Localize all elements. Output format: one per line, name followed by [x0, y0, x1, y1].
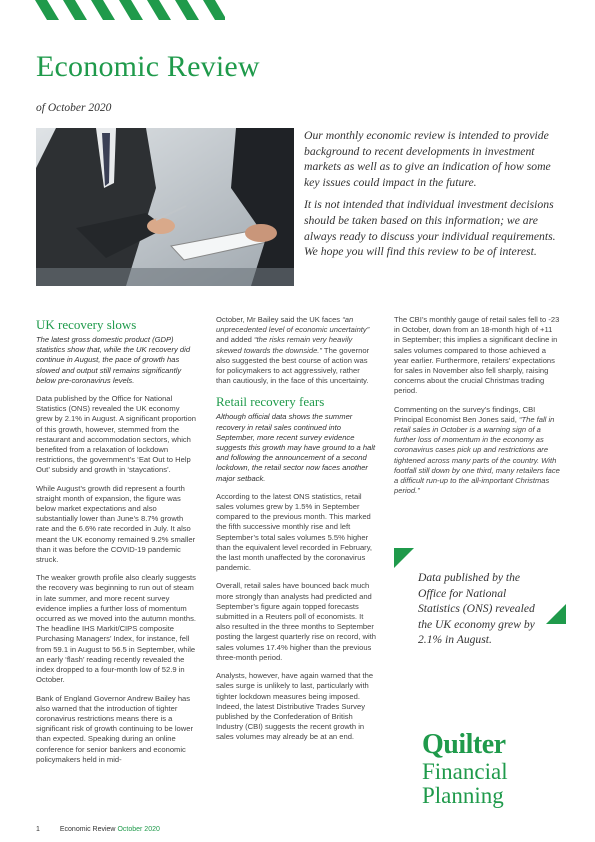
column-2: [216, 315, 376, 751]
body-paragraph: [394, 405, 560, 497]
body-paragraph: [216, 315, 376, 386]
text-run: October, Mr Bailey said the UK faces: [216, 315, 343, 324]
body-paragraph: The CBI’s monthly gauge of retail sales fell to -23 in October, down from an 18-month high of +11 in September; this implies a significant decline in sales volumes compared to those achieved a year earlier. Furthermore, retailers’ expectations for sales in November also fell sharply, raising concerns about the crucial Christmas trading period.: [394, 315, 560, 396]
page-subtitle: of October 2020: [36, 102, 112, 114]
footer-title: Economic Review: [59, 826, 116, 833]
quote: “The fall in retail sales in October is a warning sign of a further loss of momentum in the economy as coronavirus cases pick up and restrictions are tightened across many parts of the country. With footfall still down by one third, many retailers face a difficult run-up to the all-important Christmas period.”: [394, 414, 560, 496]
body-paragraph: Overall, retail sales have bounced back much more strongly than analysts had predicted and September’s figure again topped forecasts submitted in a Reuters poll of economists. It also resulted in the three months to September posting the largest quarterly rise on record, with sales volumes 17.4% higher than the previous three-month period.: [216, 581, 376, 662]
body-paragraph: According to the latest ONS statistics, retail sales volumes grew by 1.5% in September compared to the previous month. This marked the fifth successive monthly rise and left September’s total sales volumes 5.5% higher than the equivalent level recorded in February, the last month unaffected by the coronavirus pandemic.: [216, 491, 373, 573]
section-lead: Although official data shows the summer recovery in retail sales continued into September, more recent survey evidence suggests this growth may have ground to a halt and following the announcement of a second lockdown, the retail sector now faces another major setback.: [216, 412, 376, 483]
body-paragraph: The weaker growth profile also clearly suggests the recovery was beginning to run out of steam in late summer, and more recent survey evidence implies a further loss of momentum occurred as we moved into the autumn months. The headline IHS Markit/CIPS composite Purchasing Managers’ Index, for instance, fell from 59.1 in August to 56.5 in September, while an early ‘flash’ reading recently revealed the index dropped to a four-month low of 52.9 in October.: [36, 573, 196, 685]
section-heading-uk: UK recovery slows: [36, 317, 137, 332]
text-run: Commenting on the survey’s findings, CBI Principal Economist Ben Jones said,: [394, 404, 536, 424]
text-run: The governor also suggested the best course of action was for policymakers to act aggressively, rather than cautiously, in the face of this uncertainty.: [216, 345, 370, 386]
header-stripes: [35, 0, 225, 20]
logo-line: Planning: [422, 783, 504, 808]
logo-line: Quilter: [422, 729, 506, 760]
quote: “an unprecedented level of economic uncertainty”: [216, 315, 370, 335]
section-lead: The latest gross domestic product (GDP) statistics show that, while the UK recovery did continue in August, the pace of growth has slowed and output still remains significantly below pre-coronavirus levels.: [36, 335, 191, 385]
intro-text: [304, 128, 562, 267]
callout-quote: Data published by the Office for National Statistics (ONS) revealed the UK economy grew by 2.1% in August.: [418, 571, 535, 647]
body-paragraph: While August’s growth did represent a fourth straight month of expansion, the figure was below market expectations and also substantially lower than June’s 8.7% growth rate and the 6.6% rate recorded in July. It also meant the UK economy remained 9.2% smaller than it was before the COVID-19 pandemic struck.: [36, 483, 196, 565]
business-meeting-photo: [36, 128, 294, 286]
intro-paragraph: Our monthly economic review is intended to provide background to recent developments in investment markets as well as to give an indication of how some key issues could impact in the future.: [304, 129, 551, 189]
body-paragraph: Data published by the Office for National Statistics (ONS) revealed the UK economy grew by 2.1% in August. A significant proportion of this growth, however, stemmed from the restaurant and accommodation sectors, which benefited from a relaxation of lockdown restrictions, the government’s ‘Eat Out to Help Out’ subsidy and growth in ‘staycations’.: [36, 394, 196, 475]
page-title: Economic Review: [36, 50, 260, 83]
corner-triangle-icon: [394, 548, 414, 568]
section-heading-retail: Retail recovery fears: [216, 394, 325, 410]
footer-date: October 2020: [117, 826, 160, 833]
page-number: 1: [36, 826, 40, 833]
intro-paragraph: It is not intended that individual investment decisions should be taken based on this information; we are always ready to discuss your individual requirements. We hope you will find this review to be of interest.: [304, 198, 556, 259]
column-3: [394, 315, 560, 504]
body-paragraph: Bank of England Governor Andrew Bailey has also warned that the introduction of tighter coronavirus restrictions means there is a significant risk of growth continuing to be lower than expected. Speaking during an online conference for senior bankers and economic policymakers held in mid-: [36, 693, 194, 764]
body-paragraph: Analysts, however, have again warned that the sales surge is unlikely to last, particularly with tighter lockdown measures being imposed. Indeed, the latest Distributive Trades Survey published by the Confederation of British Industry (CBI) suggests the recent growth in sales volumes may already be at an end.: [216, 671, 374, 742]
quilter-logo: [422, 730, 572, 808]
page-footer: [36, 826, 160, 833]
text-run: and added: [216, 335, 255, 345]
column-1: [36, 317, 196, 773]
quote: “the risks remain very heavily skewed towards the downside.”: [216, 335, 353, 355]
logo-line: Financial: [422, 759, 508, 784]
corner-triangle-icon: [546, 604, 566, 624]
